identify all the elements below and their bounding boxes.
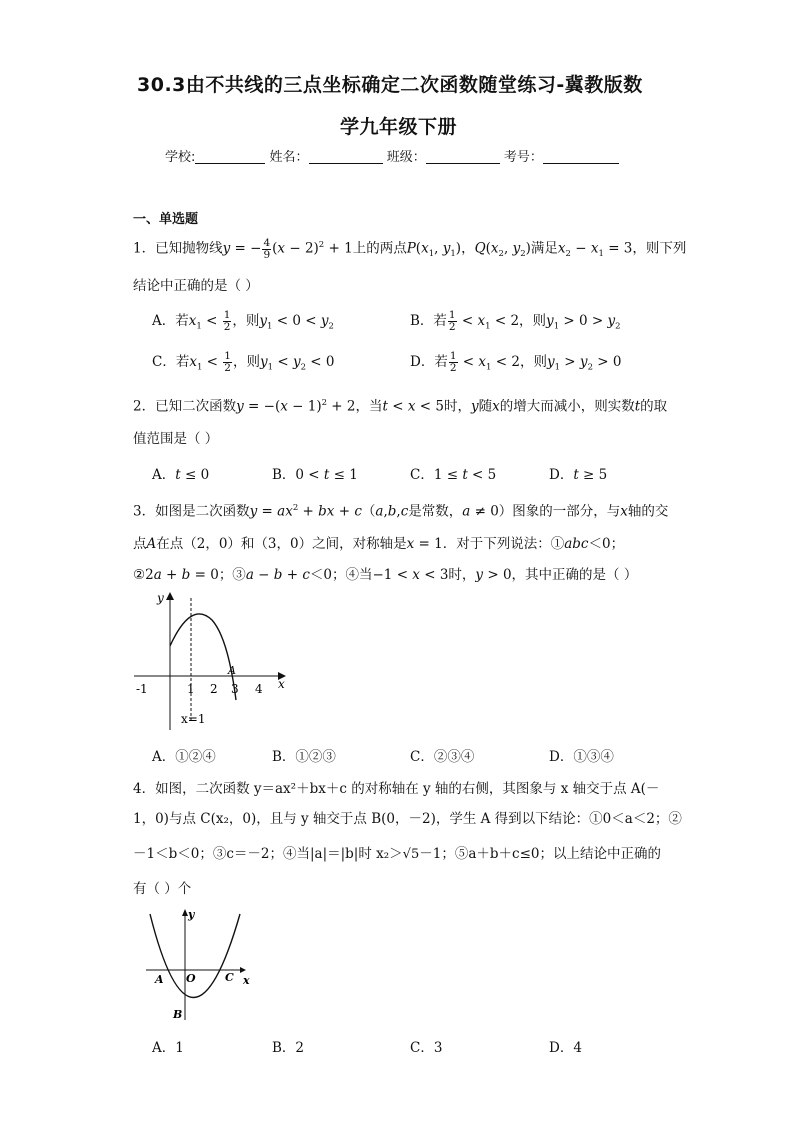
question-1-option-c[interactable]: C．若$x_1$ < $\frac{1}{2}$ ，则$y_1 < y_2 < 0$ — [152, 350, 335, 374]
question-4-option-a[interactable]: A．1 — [152, 1040, 184, 1056]
symmetry-label: x=1 — [181, 712, 206, 726]
question-1-option-a[interactable]: A．若$x_1$ < $\frac{1}{2}$ ，则$y_1 < 0 < y_2$ — [152, 309, 334, 333]
parabola-graph-1 — [128, 588, 298, 736]
tick-4: 4 — [255, 682, 263, 696]
question-3-line1: 3．如图是二次函数$y = ax^2$ + bx + c（a,b,c是常数，a ≠ 0）图象的一部分，与x轴的交 — [133, 503, 669, 520]
question-4-option-c[interactable]: C．3 — [410, 1040, 443, 1056]
section-title: 一、单选题 — [133, 212, 199, 227]
tick-3: 3 — [231, 682, 239, 696]
question-2-option-d[interactable]: D．t ≥ 5 — [549, 467, 608, 483]
question-1-line1: 1．已知抛物线y = − $\frac{4}{9}$ $(x - 2)^2 + 1$上的两点$P(x_1$, $y_1$)，$Q(x_2$, $y_2$)满足$x_2 - x_1 = 3$，则下列 — [133, 236, 687, 261]
y-axis-label: y — [157, 591, 164, 605]
question-3-line3: ②2a + b = 0；③a − b + c＜0；④当−1 < x < 3时，y > 0，其中正确的是（ ） — [133, 567, 638, 583]
name-label: 姓名： — [269, 150, 309, 165]
parabola-graph-2 — [140, 906, 260, 1026]
student-info-line — [165, 146, 619, 165]
x-axis-arrow — [240, 967, 246, 973]
point-a-label: A — [228, 664, 236, 677]
page-title-line1: 30.3由不共线的三点坐标确定二次函数随堂练习-冀教版数 — [137, 74, 643, 96]
question-4-line1: 4．如图，二次函数 y＝ax²＋bx＋c 的对称轴在 y 轴的右侧，其图象与 x 轴交于点 A(－ — [133, 781, 660, 797]
question-3-option-c[interactable]: C．②③④ — [410, 749, 475, 765]
question-4-line3: －1＜b＜0；③c＝－2；④当|a|＝|b|时 x₂＞√5－1；⑤a＋b＋c≤0；以上结论中正确的 — [133, 846, 661, 862]
x-axis-label: x — [243, 974, 250, 987]
question-3-option-a[interactable]: A．①②④ — [152, 749, 216, 765]
question-2-line1: 2．已知二次函数$y = -(x - 1)^2 + 2$，当t < x < 5时，y随x的增大而减小，则实数t的取 — [133, 398, 668, 415]
y-axis-label: y — [188, 908, 195, 921]
tick-1: 1 — [187, 682, 195, 696]
page-title-line2: 学九年级下册 — [340, 116, 458, 138]
question-2-option-c[interactable]: C．1 ≤ t < 5 — [410, 467, 497, 483]
question-1-option-d[interactable]: D．若 $\frac{1}{2}$ < $x_1 < 2$，则$y_1 > y_2 > 0$ — [410, 350, 622, 374]
exam-no-label: 考号： — [503, 150, 543, 165]
point-c-label: C — [225, 971, 234, 984]
name-field[interactable] — [309, 149, 383, 164]
question-3-option-d[interactable]: D．①③④ — [549, 749, 614, 765]
school-label: 学校: — [165, 150, 196, 165]
question-4-option-b[interactable]: B．2 — [272, 1040, 305, 1056]
school-field[interactable] — [195, 149, 265, 164]
x-axis-label: x — [278, 677, 285, 691]
class-label: 班级： — [386, 150, 426, 165]
question-4-line4: 有（ ）个 — [133, 881, 192, 897]
question-4-line2: 1，0)与点 C(x₂，0)，且与 y 轴交于点 B(0，－2)，学生 A 得到以下结论：①0＜a＜2；② — [133, 811, 682, 827]
point-b-label: B — [173, 1008, 183, 1021]
question-4-option-d[interactable]: D．4 — [549, 1040, 582, 1056]
tick-neg1: -1 — [136, 682, 148, 696]
class-field[interactable] — [426, 149, 500, 164]
question-3-option-b[interactable]: B．①②③ — [272, 749, 336, 765]
tick-2: 2 — [210, 682, 218, 696]
exam-no-field[interactable] — [543, 149, 619, 164]
question-1-option-b[interactable]: B．若 $\frac{1}{2}$ < $x_1 < 2$，则$y_1 > 0 > y_2$ — [410, 309, 621, 333]
question-2-option-b[interactable]: B．0 < t ≤ 1 — [272, 467, 358, 483]
origin-label: O — [186, 972, 196, 985]
point-a-label: A — [155, 973, 164, 986]
question-3-line2: 点A在点（2，0）和（3，0）之间，对称轴是x = 1．对于下列说法：①abc＜0； — [133, 536, 625, 552]
question-2-option-a[interactable]: A．t ≤ 0 — [152, 467, 210, 483]
question-1-line2: 结论中正确的是（ ） — [133, 278, 259, 294]
question-2-line2: 值范围是（ ） — [133, 431, 219, 447]
y-axis-arrow — [166, 592, 174, 600]
parabola-curve — [170, 614, 236, 700]
